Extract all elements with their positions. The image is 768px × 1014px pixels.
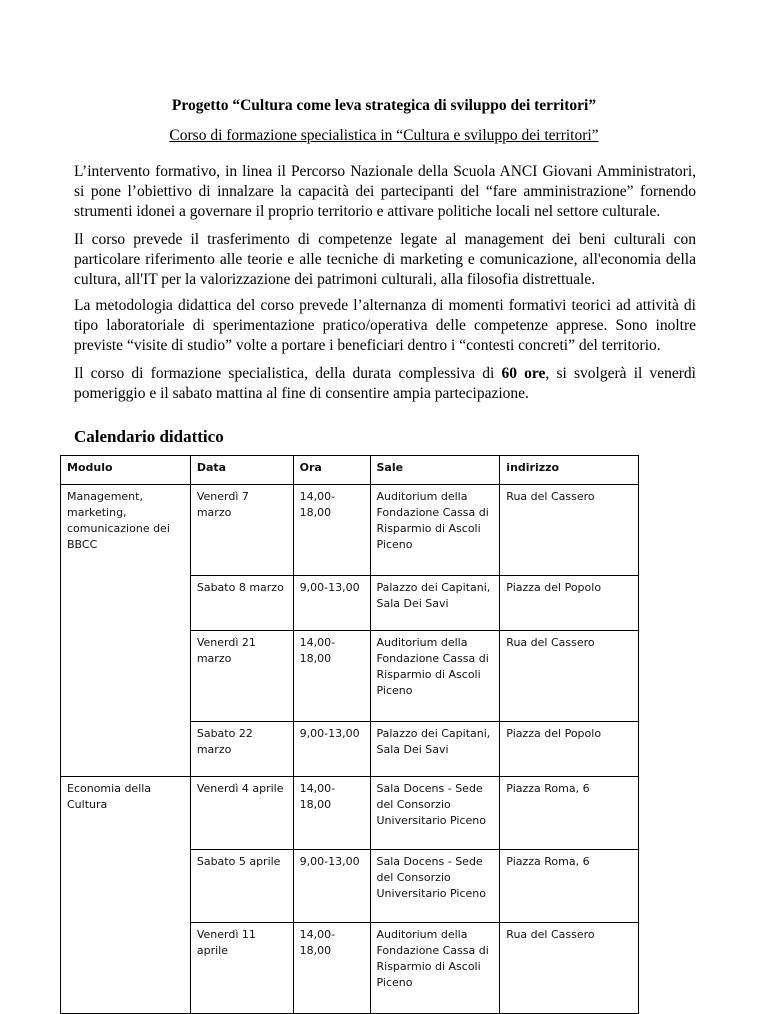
module-cell: Economia della Cultura — [61, 777, 191, 1014]
time-cell: 14,00-18,00 — [293, 485, 370, 576]
date-cell: Venerdì 21 marzo — [190, 631, 293, 722]
time-cell: 14,00-18,00 — [293, 631, 370, 722]
contents-paragraph: Il corso prevede il trasferimento di competenze legate al management dei beni culturali con particolare riferimento alle teorie e alle tecniche di marketing e comunicazione, all'economia della cultura, all'IT per la valorizzazione dei patrimoni culturali, alla filosofia distrettuale. — [74, 231, 696, 288]
date-cell: Sabato 22 marzo — [190, 722, 293, 777]
venue-cell: Palazzo dei Capitani, Sala Dei Savi — [370, 576, 500, 631]
header-ora: Ora — [293, 456, 370, 485]
time-cell: 9,00-13,00 — [293, 576, 370, 631]
calendar-table — [60, 455, 639, 1014]
course-subtitle: Corso di formazione specialistica in “Cultura e sviluppo dei territori” — [169, 127, 599, 144]
venue-cell: Palazzo dei Capitani, Sala Dei Savi — [370, 722, 500, 777]
date-cell: Venerdì 11 aprile — [190, 923, 293, 1014]
header-sale: Sale — [370, 456, 500, 485]
address-cell: Piazza Roma, 6 — [500, 850, 639, 923]
venue-cell: Auditorium della Fondazione Cassa di Risparmio di Ascoli Piceno — [370, 923, 500, 1014]
module-cell: Management, marketing, comunicazione dei BBCC — [61, 485, 191, 777]
table-row — [61, 777, 639, 850]
address-cell: Rua del Cassero — [500, 631, 639, 722]
address-cell: Piazza del Popolo — [500, 722, 639, 777]
duration-text-start: Il corso di formazione specialistica, della durata complessiva di — [74, 365, 502, 382]
venue-cell: Auditorium della Fondazione Cassa di Risparmio di Ascoli Piceno — [370, 485, 500, 576]
header-data: Data — [190, 456, 293, 485]
calendar-heading: Calendario didattico — [74, 427, 224, 446]
time-cell: 14,00-18,00 — [293, 923, 370, 1014]
date-cell: Sabato 8 marzo — [190, 576, 293, 631]
table-header-row — [61, 456, 639, 485]
address-cell: Piazza del Popolo — [500, 576, 639, 631]
venue-cell: Sala Docens - Sede del Consorzio Universitario Piceno — [370, 850, 500, 923]
time-cell: 14,00-18,00 — [293, 777, 370, 850]
time-cell: 9,00-13,00 — [293, 850, 370, 923]
address-cell: Rua del Cassero — [500, 923, 639, 1014]
intro-paragraph: L’intervento formativo, in linea il Percorso Nazionale della Scuola ANCI Giovani Amministratori, si pone l’obiettivo di innalzare la capacità dei partecipanti del “fare amministrazione” fornendo strumenti idonei a governare il proprio territorio e attivare politiche locali nel settore culturale. — [74, 163, 696, 220]
header-indirizzo: indirizzo — [500, 456, 639, 485]
header-modulo: Modulo — [61, 456, 191, 485]
time-cell: 9,00-13,00 — [293, 722, 370, 777]
methodology-paragraph: La metodologia didattica del corso prevede l’alternanza di momenti formativi teorici ad attività di tipo laboratoriale di sperimentazione pratico/operativa delle competenze apprese. Sono inoltre previste “visite di studio” volte a portare i beneficiari dentro i “contesti concreti” del territorio. — [74, 297, 696, 354]
address-cell: Rua del Cassero — [500, 485, 639, 576]
page-title: Progetto “Cultura come leva strategica di sviluppo dei territori” — [171, 97, 597, 114]
date-cell: Sabato 5 aprile — [190, 850, 293, 923]
duration-paragraph — [74, 364, 696, 404]
duration-text-end: , si svolgerà il venerdì pomeriggio e il sabato mattina al fine di consentire ampia partecipazione. — [74, 365, 696, 402]
address-cell: Piazza Roma, 6 — [500, 777, 639, 850]
venue-cell: Auditorium della Fondazione Cassa di Risparmio di Ascoli Piceno — [370, 631, 500, 722]
venue-cell: Sala Docens - Sede del Consorzio Universitario Piceno — [370, 777, 500, 850]
date-cell: Venerdì 7 marzo — [190, 485, 293, 576]
date-cell: Venerdì 4 aprile — [190, 777, 293, 850]
duration-hours: 60 ore — [501, 365, 546, 382]
table-row — [61, 485, 639, 576]
